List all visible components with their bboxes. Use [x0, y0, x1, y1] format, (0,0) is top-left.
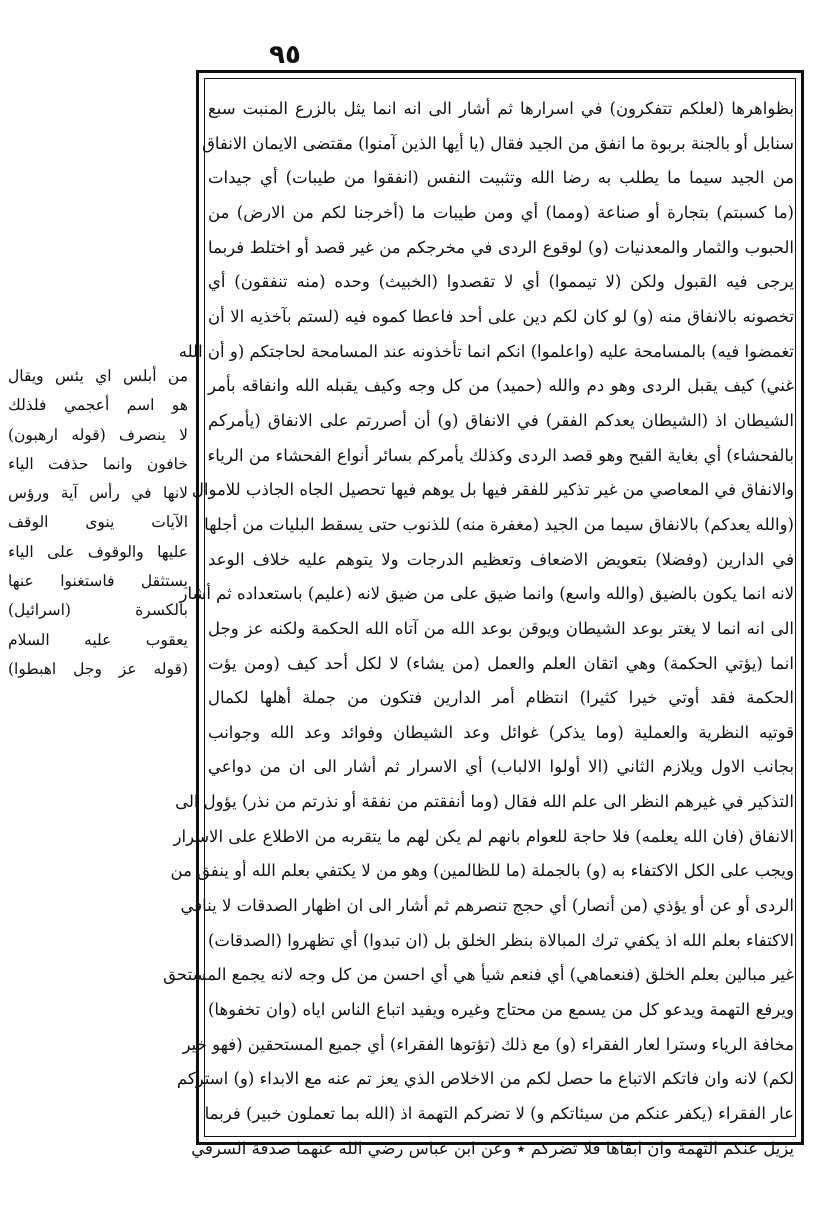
text-line: غير مبالين بعلم الخلق (فنعماهي) أي فنعم شيأ هي أي احسن من كل وجه لانه يجمع المستحق [163, 965, 794, 985]
margin-note-line: (قوله عز وجل اهبطوا) [8, 659, 188, 678]
text-line: ويجب على الكل الاكتفاء به (و) بالجملة (ما للظالمين) وهو من لا يكتفي بعلم الله أو ينفق من [170, 861, 794, 881]
margin-note-line: لا ينصرف (قوله ارهبون) [8, 425, 188, 444]
margin-note-line: هو اسم أعجمي فلذلك [8, 396, 188, 415]
text-line: الحبوب والثمار والمعدنيات (و) لوقوع الردى في مخرجكم من غير قصد أو اختلط فربما [208, 237, 794, 257]
margin-note-line: خافون وانما حذفت الياء [8, 454, 188, 473]
text-line: غني) كيف يقبل الردى وهو دم والله (حميد) من كل وجه وكيف يقبله الله وانفاقه بأمر [208, 376, 794, 396]
text-line: (والله يعدكم) بالانفاق سيما من الجيد (مغفرة منه) للذنوب حتى يسقط البليات من أجلها [204, 514, 794, 534]
text-line: التذكير في غيرهم النظر الى علم الله فقال (وما أنفقتم من نفقة أو نذرتم من نذر) يؤول الى [175, 792, 794, 812]
text-line: عار الفقراء (يكفر عنكم من سيئاتكم و) لا تضركم التهمة اذ (الله بما تعملون خبير) فربما [204, 1104, 794, 1124]
margin-note-line: بالكسرة (اسرائيل) [8, 601, 188, 620]
text-line: مخافة الرياء وسترا لعار الفقراء (و) مع ذلك (تؤتوها الفقراء) أي جميع المستحقين (فهو خير [182, 1034, 794, 1054]
text-line: يزيل عنكم التهمة وان ابقاها فلا تضركم ٭ وعن ابن عباس رضي الله عنهما صدقة السرفي [191, 1138, 794, 1158]
text-line: يرجى فيه القبول ولكن (لا تيمموا) أي لا تقصدوا (الخبيث) وحده (منه تنفقون) أي [208, 272, 794, 292]
margin-note-line: يعقوب عليه السلام [8, 630, 188, 649]
text-line: بجانب الاول ويلازم الثاني (الا أولوا الالباب) أي الاسرار ثم أشار الى ان من دواعي [208, 757, 794, 777]
text-line: لانه انما يكون بالضيق (والله واسع) وانما ضيق على من ضيق لانه (عليم) باستعداده ثم أشار [179, 584, 794, 604]
text-line: بالفحشاء) أي بغاية القبح وهو قصد الردى وكذلك يأمركم بسائر أنواع الفحشاء من الرياء [207, 445, 794, 465]
text-line: سنابل أو بالجنة بربوة ما انفق من الجيد فقال (يا أيها الذين آمنوا) مقتضى الايمان الانفاق [202, 133, 794, 153]
margin-note-line: الآيات ينوى الوقف [8, 513, 188, 532]
text-line: (ما كسبتم) بتجارة أو صناعة (ومما) أي ومن طيبات ما (أخرجنا لكم من الارض) من [208, 202, 794, 222]
margin-note-line: من أبلس اي يئس ويقال [8, 367, 188, 385]
page-number: ٩٥ [269, 40, 301, 70]
text-line: الى انه انما لا يغتر بوعد الشيطان ويوقن بوعد الله من آتاه الله الحكمة ولكنه عز وجل [208, 618, 794, 638]
text-line: تغمضوا فيه) بالمسامحة عليه (واعلموا) انكم انما تأخذونه عند المسامحة لحاجتكم (و أن الله [178, 341, 794, 361]
margin-note-line: لانها في رأس آية ورؤس [8, 484, 188, 503]
text-line: الانفاق (فان الله يعلمه) فلا حاجة للعوام بانهم لم يكن لهم ما يتقربه من الاطلاع على الاسرار [173, 826, 794, 846]
text-line: قوتيه النظرية والعملية (وما يذكر) غوائل وعد الشيطان وفوائد وعد الله وجوانب [208, 722, 794, 742]
margin-note-line: عليها والوقوف على الياء [8, 542, 188, 561]
text-line: تخصونه بالانفاق منه (و) لو كان لكم دين على أحد فاعطا كموه فيه (لستم بآخذيه الا أن [208, 306, 794, 326]
margin-note-block [8, 362, 188, 732]
margin-note-line: يستثقل فاستغنوا عنها [8, 572, 188, 591]
text-line: انما (يؤتي الحكمة) وهي اتقان العلم والعمل (من يشاء) لا لكل أحد كيف (ومن يؤت [208, 653, 794, 673]
text-line: من الجيد سيما ما يطلب به رضا الله وتثبيت النفس (انفقوا من طيبات) أي جيدات [208, 168, 794, 188]
text-line: والانفاق في المعاصي من غير تذكير للفقر فيها بل يوهم فيها تحصيل الجاه الجاذب للاموال [191, 480, 794, 500]
text-line: لكم) لانه وان فاتكم الاتباع ما حصل لكم من الاخلاص الذي يعز تم عنه مع الابداء (و) استركم [176, 1069, 794, 1089]
text-line: الردى أو عن أو يؤذي (من أنصار) أي حجج تنصرهم ثم أشار الى ان اظهار الصدقات لا ينافي [180, 896, 794, 916]
text-line: بظواهرها (لعلكم تتفكرون) في اسرارها ثم أشار الى انه انما يثل بالزرع المنبت سبع [208, 99, 794, 118]
text-line: ويرفع التهمة ويدعو كل من يسمع من محتاج وغيره ويفيد اتباع الناس اياه (وان تخفوها) [208, 1000, 794, 1020]
text-line: الاكتفاء بعلم الله اذ يكفي ترك المبالاة بنظر الخلق بل (ان تبدوا) أي تظهروا (الصدقات) [208, 930, 794, 950]
text-line: الحكمة فقد أوتي خيرا كثيرا) انتظام أمر الدارين فتكون من جملة أهلها لكمال [208, 688, 794, 708]
text-line: الشيطان اذ (الشيطان يعدكم الفقر) في الانفاق (و) أن أصررتم على الانفاق (يأمركم [208, 410, 794, 430]
text-line: في الدارين (وفضلا) بتعويض الاضعاف وتعظيم الدرجات ولا يتوهم عليه خلاف الوعد [208, 549, 794, 569]
main-text-block [163, 92, 794, 1158]
